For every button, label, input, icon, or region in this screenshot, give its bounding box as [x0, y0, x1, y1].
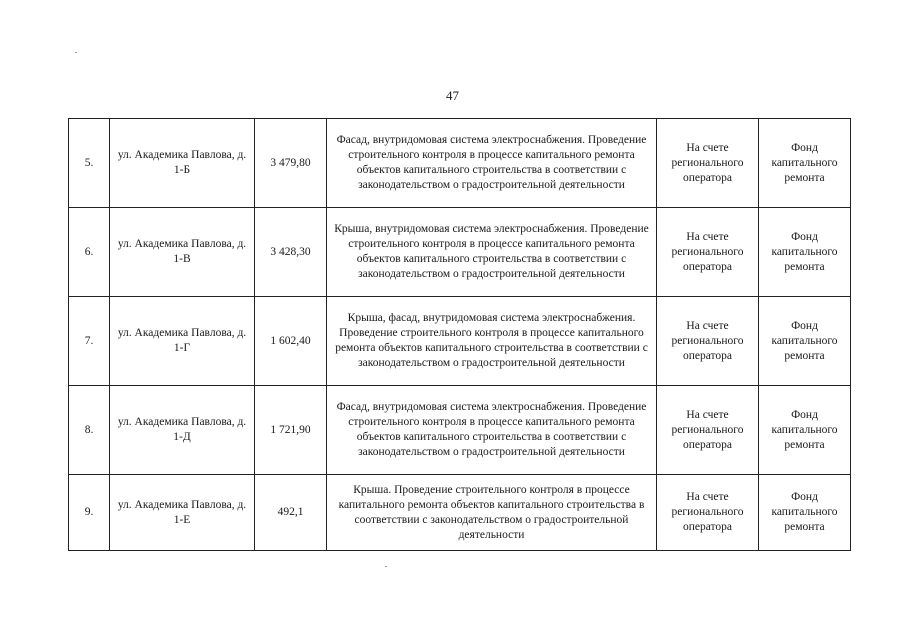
row-number: 5. [69, 119, 110, 208]
account-cell: На счете регионального оператора [657, 386, 759, 475]
works-cell: Фасад, внутридомовая система электроснабжения. Проведение строительного контроля в процессе капитального ремонта объектов капитального строительства в соответствии с законодательством о градостроительной деятельности [327, 119, 657, 208]
row-number: 6. [69, 208, 110, 297]
address-cell: ул. Академика Павлова, д. 1-Д [110, 386, 255, 475]
table-row [69, 119, 851, 208]
address-cell: ул. Академика Павлова, д. 1-В [110, 208, 255, 297]
scan-speck [385, 566, 387, 567]
table-row [69, 386, 851, 475]
funding-source-cell: Фонд капитального ремонта [759, 119, 851, 208]
address-cell: ул. Академика Павлова, д. 1-Г [110, 297, 255, 386]
funding-source-cell: Фонд капитального ремонта [759, 475, 851, 551]
funding-source-cell: Фонд капитального ремонта [759, 208, 851, 297]
area-cell: 1 602,40 [255, 297, 327, 386]
area-cell: 3 479,80 [255, 119, 327, 208]
works-cell: Фасад, внутридомовая система электроснабжения. Проведение строительного контроля в процессе капитального ремонта объектов капитального строительства в соответствии с законодательством о градостроительной деятельности [327, 386, 657, 475]
account-cell: На счете регионального оператора [657, 475, 759, 551]
scan-speck [75, 52, 77, 53]
account-cell: На счете регионального оператора [657, 119, 759, 208]
works-cell: Крыша. Проведение строительного контроля в процессе капитального ремонта объектов капитального строительства в соответствии с законодательством о градостроительной деятельности [327, 475, 657, 551]
account-cell: На счете регионального оператора [657, 208, 759, 297]
table-row [69, 475, 851, 551]
area-cell: 492,1 [255, 475, 327, 551]
area-cell: 3 428,30 [255, 208, 327, 297]
funding-source-cell: Фонд капитального ремонта [759, 386, 851, 475]
table-row [69, 297, 851, 386]
funding-source-cell: Фонд капитального ремонта [759, 297, 851, 386]
area-cell: 1 721,90 [255, 386, 327, 475]
row-number: 9. [69, 475, 110, 551]
works-cell: Крыша, фасад, внутридомовая система электроснабжения. Проведение строительного контроля в процессе капитального ремонта объектов капитального строительства в соответствии с законодательством о градостроительной деятельности [327, 297, 657, 386]
page-number: 47 [446, 88, 459, 103]
address-cell: ул. Академика Павлова, д. 1-Б [110, 119, 255, 208]
table-row [69, 208, 851, 297]
account-cell: На счете регионального оператора [657, 297, 759, 386]
works-cell: Крыша, внутридомовая система электроснабжения. Проведение строительного контроля в процессе капитального ремонта объектов капитального строительства в соответствии с законодательством о градостроительной деятельности [327, 208, 657, 297]
address-cell: ул. Академика Павлова, д. 1-Е [110, 475, 255, 551]
row-number: 7. [69, 297, 110, 386]
repair-table [68, 118, 851, 551]
row-number: 8. [69, 386, 110, 475]
